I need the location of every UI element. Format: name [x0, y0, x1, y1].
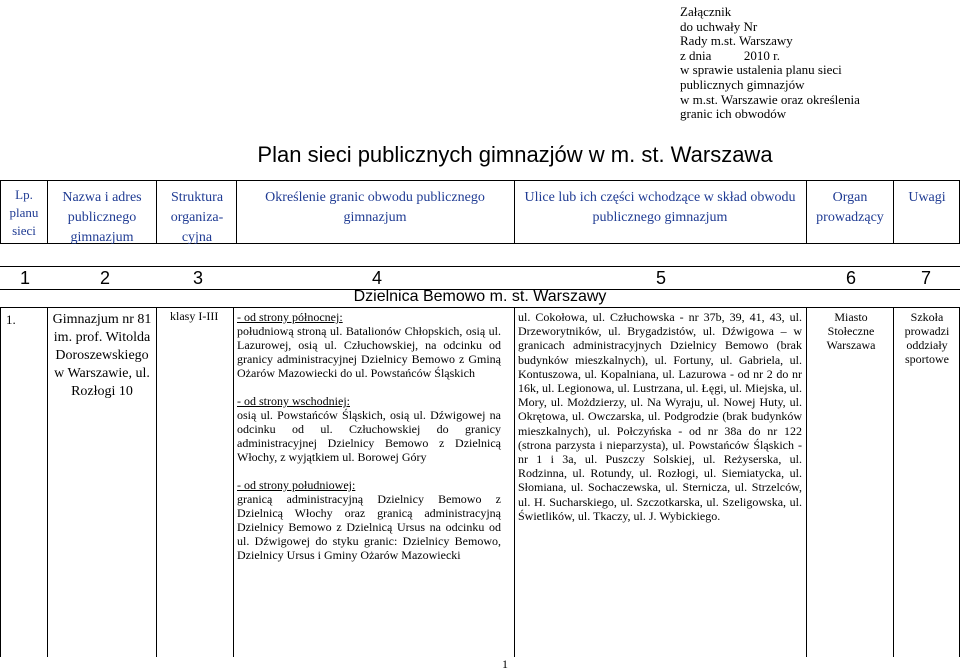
annex-line: Rady m.st. Warszawy [680, 33, 793, 49]
streets-cell: ul. Cokołowa, ul. Człuchowska - nr 37b, 39, 41, 43, ul. Drzeworytników, ul. Brygadzistów, ul. Dźwigowa – w granicach administracyjnych Dzielnicy Bemowo (brak budynków mieszkalnych), ul. Fortuny, ul. Gabriela, ul. Kontuszowa, ul. Kopalniana, ul. Lazurowa - od nr 2 do nr 16k, ul. Legionowa, ul. Lustrzana, ul. Łęgi, ul. Miejska, ul. Mory, ul. Możdzierzy, ul. Na Wyraju, ul. Nowej Huty, ul. Okrętowa, ul. Owczarska, ul. Podgrodzie (brak budynków mieszkalnych), ul. Połczyńska - od nr 38a do nr 122 (strona parzysta i nieparzysta), ul. Powstańców Śląskich - nr 1 i 3a, ul. Puszczy Solskiej, ul. Reżyserska, ul. Rodzinna, ul. Rotundy, ul. Rozłogi, ul. Siemiatycka, ul. Słomiana, ul. Sochaczewska, ul. Sternicza, ul. Strzelców, ul. H. Sucharskiego, ul. Szczotkarska, ul. Szeligowska, ul. Świetlików, ul. Tkaczy, ul. J. Wybickiego. [518, 310, 802, 523]
column-number: 3 [193, 268, 204, 288]
header-lp: Lp. planu sieci [9, 187, 39, 238]
body-divider [233, 307, 234, 657]
north-heading: - od strony północnej: [237, 310, 343, 324]
header-notes: Uwagi [908, 190, 946, 205]
district-bottom-border [0, 307, 960, 308]
header-boundaries: Określenie granic obwodu publicznego gimnazjum [265, 190, 485, 225]
annex-line: do uchwały Nr [680, 18, 758, 34]
header-divider [514, 180, 515, 244]
body-divider [0, 307, 1, 657]
header-streets: Ulice lub ich części wchodzące w skład obwodu publicznego gimnazjum [524, 190, 796, 225]
header-top-border [0, 180, 960, 181]
east-heading: - od strony wschodniej: [237, 394, 350, 408]
column-number: 2 [100, 268, 111, 288]
header-organ: Organ prowadzący [816, 190, 884, 225]
header-divider [156, 180, 157, 244]
body-divider [156, 307, 157, 657]
body-divider [514, 307, 515, 657]
header-divider [0, 180, 1, 244]
body-divider [893, 307, 894, 657]
annex-line: w m.st. Warszawie oraz określenia [680, 91, 860, 107]
header-name: Nazwa i adres publicznego gimnazjum [62, 190, 142, 245]
numbers-top-border [0, 266, 960, 267]
south-text: granicą administracyjną Dzielnicy Bemowo z Dzielnicą Włochy oraz granicą administracyjną Dzielnicy Bemowo z Dzielnicą Ursus na odcinku od ul. Dźwigowej do styku granic: Dzielnicy Bemowo, Dzielnicy Ursus i Gminy Ożarów Mazowiecki [237, 492, 501, 562]
school-name: Gimnazjum nr 81 im. prof. Witolda Doroszewskiego w Warszawie, ul. Rozłogi 10 [52, 312, 152, 399]
header-divider [806, 180, 807, 244]
annex-line: granic ich obwodów [680, 106, 787, 122]
annex-line: Załącznik [680, 4, 732, 19]
row-lp: 1. [6, 312, 16, 327]
page-title: Plan sieci publicznych gimnazjów w m. st. Warszawa [257, 142, 773, 167]
column-number: 7 [921, 268, 932, 288]
organ-value: Miasto Stołeczne Warszawa [826, 310, 876, 352]
annex-line: publicznych gimnazjów [680, 76, 805, 92]
structure-value: klasy I-III [170, 309, 219, 323]
header-divider [893, 180, 894, 244]
boundaries-cell [237, 310, 501, 562]
column-number: 4 [372, 268, 383, 288]
district-heading: Dzielnica Bemowo m. st. Warszawy [353, 288, 607, 305]
south-heading: - od strony południowej: [237, 478, 356, 492]
body-divider [806, 307, 807, 657]
header-structure: Struktura organiza-cyjna [170, 190, 224, 245]
column-number: 6 [846, 268, 857, 288]
annex-header [680, 5, 860, 122]
column-number: 1 [20, 268, 31, 288]
annex-line: w sprawie ustalenia planu sieci [680, 62, 842, 78]
header-divider [47, 180, 48, 244]
annex-line: z dnia 2010 r. [680, 47, 781, 63]
column-number: 5 [656, 268, 667, 288]
header-divider [236, 180, 237, 244]
north-text: południową stroną ul. Batalionów Chłopskich, osią ul. Lazurowej, osią ul. Człuchowskiej, na odcinku od granicy administracyjnej Dzielnicy Bemowo z Gminą Ożarów Mazowiecki do ul. Powstańców Śląskich [237, 324, 501, 380]
east-text: osią ul. Powstańców Śląskich, osią ul. Dźwigowej na odcinku od ul. Człuchowskiej do granicy administracyjnej Dzielnicy Bemowo z Dzielnicą Włochy, z wyjątkiem ul. Borowej Góry [237, 408, 501, 464]
notes-value: Szkoła prowadzi oddziały sportowe [904, 310, 950, 366]
body-divider [47, 307, 48, 657]
page-number: 1 [502, 657, 508, 671]
